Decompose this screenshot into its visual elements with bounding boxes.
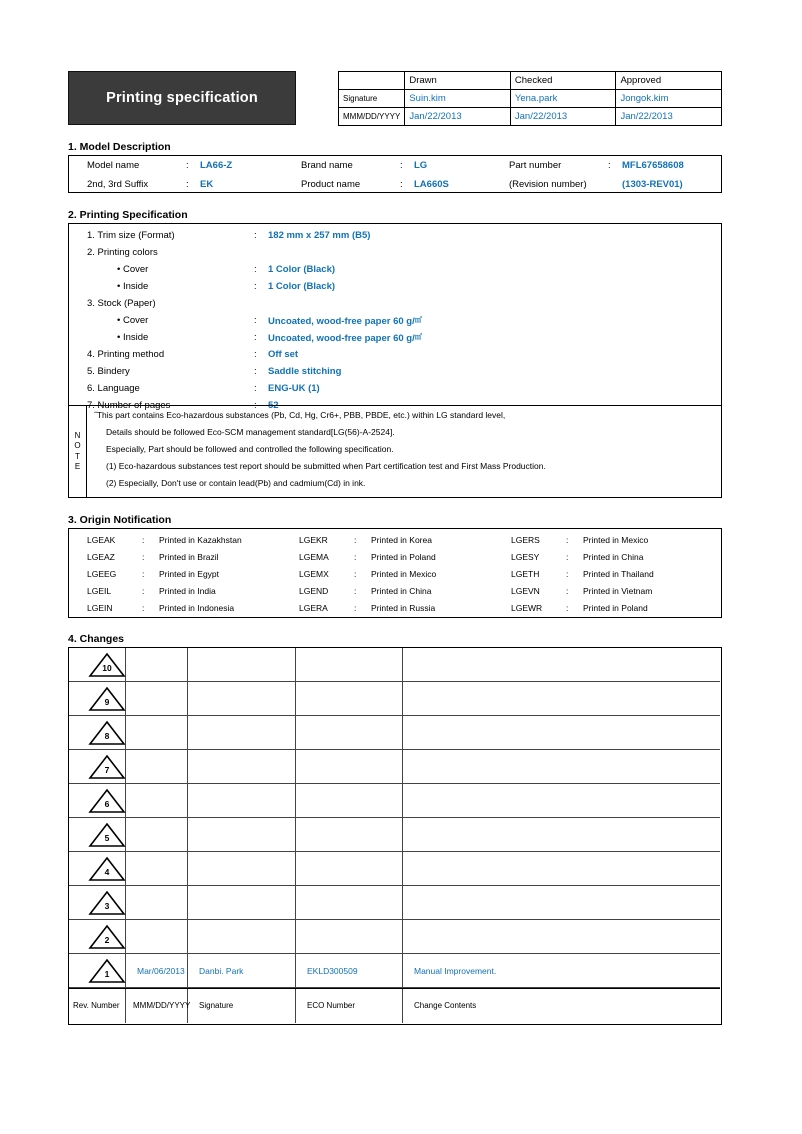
spec-row-value: Off set	[268, 349, 299, 360]
spec-row-colon: :	[254, 383, 257, 394]
approval-date-drawn: Jan/22/2013	[405, 108, 511, 126]
section-heading-model-description: 1. Model Description	[68, 141, 171, 153]
part-number-label: Part number	[509, 160, 562, 171]
revision-triangle-icon	[87, 856, 127, 882]
origin-code: LGERA	[299, 603, 328, 613]
origin-code: LGEKR	[299, 535, 328, 545]
spec-row-label: 4. Printing method	[87, 349, 165, 360]
spec-row-label: • Inside	[117, 281, 149, 292]
suffix-colon: :	[186, 179, 189, 190]
column-divider	[187, 648, 188, 682]
spec-row	[69, 380, 723, 397]
revision-number: 8	[104, 731, 110, 741]
column-divider	[402, 648, 403, 682]
suffix-value: EK	[200, 179, 214, 190]
origin-colon: :	[142, 603, 145, 613]
origin-country: Printed in Russia	[371, 603, 436, 613]
approval-date-checked: Jan/22/2013	[510, 108, 616, 126]
column-divider	[295, 920, 296, 954]
spec-row	[69, 346, 723, 363]
page-title: Printing specification	[106, 90, 258, 106]
note-line: Details should be followed Eco-SCM management standard[LG(56)-A-2524].	[106, 427, 395, 437]
origin-country: Printed in Kazakhstan	[159, 535, 242, 545]
spec-row-label: • Cover	[117, 264, 149, 275]
origin-code: LGEAK	[87, 535, 116, 545]
changes-table-row	[69, 648, 720, 682]
spec-row	[69, 363, 723, 380]
spec-row-value: ENG-UK (1)	[268, 383, 320, 394]
origin-colon: :	[142, 535, 145, 545]
column-divider	[295, 886, 296, 920]
spec-row	[69, 227, 723, 244]
column-divider	[295, 784, 296, 818]
column-divider	[187, 682, 188, 716]
section-heading-changes: 4. Changes	[68, 633, 125, 645]
column-divider	[125, 989, 126, 1023]
page-title-banner	[68, 71, 296, 125]
changes-table-row	[69, 716, 720, 750]
origin-code: LGEMA	[299, 552, 329, 562]
revision-number: 7	[104, 765, 110, 775]
origin-country: Printed in India	[159, 586, 216, 596]
column-divider	[295, 818, 296, 852]
model-name-value: LA66-Z	[200, 160, 233, 171]
spec-row-label: • Inside	[117, 332, 149, 343]
changes-header-eco-number: ECO Number	[307, 1001, 356, 1010]
origin-colon: :	[566, 552, 569, 562]
revision-number: 10	[102, 663, 112, 673]
column-divider	[295, 750, 296, 784]
product-name-colon: :	[400, 179, 403, 190]
spec-row-colon: :	[254, 281, 257, 292]
spec-row-colon: :	[254, 349, 257, 360]
changes-table-row	[69, 682, 720, 716]
spec-row-colon: :	[254, 332, 257, 343]
revision-number-label: (Revision number)	[509, 179, 587, 190]
spec-row-colon: :	[254, 315, 257, 326]
note-line: (1) Eco-hazardous substances test report should be submitted when Part certification test and First Mass Production.	[106, 461, 546, 471]
model-name-colon: :	[186, 160, 189, 171]
approval-table	[338, 71, 722, 126]
changes-signature: Danbi. Park	[199, 966, 244, 976]
origin-code: LGESY	[511, 552, 540, 562]
spec-row	[69, 244, 723, 261]
origin-colon: :	[354, 552, 357, 562]
column-divider	[295, 648, 296, 682]
changes-table-row	[69, 954, 720, 988]
origin-country: Printed in Korea	[371, 535, 432, 545]
origin-colon: :	[354, 535, 357, 545]
spec-row-value: Uncoated, wood-free paper 60 g/㎡	[268, 316, 422, 327]
changes-table-row	[69, 818, 720, 852]
spec-row	[69, 329, 723, 346]
origin-country: Printed in Egypt	[159, 569, 220, 579]
origin-country: Printed in China	[371, 586, 432, 596]
column-divider	[402, 784, 403, 818]
model-description-row-1	[69, 156, 723, 175]
spec-row-value: 182 mm x 257 mm (B5)	[268, 230, 371, 241]
spec-row	[69, 295, 723, 312]
spec-row-label: 3. Stock (Paper)	[87, 298, 156, 309]
spec-row-value: 52	[268, 400, 279, 411]
column-divider	[295, 989, 296, 1023]
spec-row-label: 2. Printing colors	[87, 247, 158, 258]
origin-colon: :	[566, 535, 569, 545]
origin-notification-table	[68, 528, 722, 618]
model-description-table	[68, 155, 722, 193]
product-name-value: LA660S	[414, 179, 449, 190]
approval-corner-cell	[339, 72, 405, 90]
approval-signature-checked: Yena.park	[510, 90, 616, 108]
spec-row-colon: :	[254, 400, 257, 411]
spec-row-value: 1 Color (Black)	[268, 264, 336, 275]
approval-date-approved: Jan/22/2013	[616, 108, 722, 126]
brand-name-label: Brand name	[301, 160, 353, 171]
changes-header-date: MMM/DD/YYYY	[133, 1001, 191, 1010]
changes-table-row	[69, 920, 720, 954]
spec-row	[69, 312, 723, 329]
printing-specification-table	[68, 223, 722, 411]
note-label	[69, 406, 87, 497]
changes-table-header-row	[69, 988, 720, 1022]
column-divider	[187, 954, 188, 988]
column-divider	[187, 852, 188, 886]
origin-country: Printed in Mexico	[583, 535, 649, 545]
spec-row-colon: :	[254, 366, 257, 377]
spec-row-label: 5. Bindery	[87, 366, 130, 377]
origin-country: Printed in Brazil	[159, 552, 219, 562]
changes-table-row	[69, 750, 720, 784]
approval-signature-approved: Jongok.kim	[616, 90, 722, 108]
spec-row-value: Saddle stitching	[268, 366, 342, 377]
spec-row	[69, 278, 723, 295]
changes-header-rev-number: Rev. Number	[73, 1001, 120, 1010]
suffix-label: 2nd, 3rd Suffix	[87, 179, 149, 190]
origin-row	[69, 583, 720, 600]
origin-code: LGEMX	[299, 569, 329, 579]
revision-number: 4	[104, 867, 110, 877]
approval-row-label-date: MMM/DD/YYYY	[339, 108, 405, 126]
origin-row	[69, 600, 720, 617]
changes-table-row	[69, 886, 720, 920]
spec-row-colon: :	[254, 230, 257, 241]
spec-row-value: 1 Color (Black)	[268, 281, 336, 292]
origin-country: Printed in Mexico	[371, 569, 437, 579]
spec-row-label: 1. Trim size (Format)	[87, 230, 175, 241]
column-divider	[295, 852, 296, 886]
column-divider	[402, 954, 403, 988]
origin-country: Printed in Vietnam	[583, 586, 653, 596]
changes-table	[68, 647, 722, 1025]
column-divider	[402, 989, 403, 1023]
revision-triangle-icon	[87, 958, 127, 984]
part-number-value: MFL67658608	[622, 160, 684, 171]
revision-triangle-icon	[87, 822, 127, 848]
column-divider	[187, 750, 188, 784]
column-divider	[402, 750, 403, 784]
note-letter-t: T	[75, 451, 80, 461]
origin-colon: :	[566, 569, 569, 579]
column-divider	[187, 920, 188, 954]
column-divider	[187, 716, 188, 750]
brand-name-value: LG	[414, 160, 428, 171]
note-letter-o: O	[74, 441, 81, 450]
revision-number: 9	[104, 697, 110, 707]
approval-col-checked: Checked	[510, 72, 616, 90]
origin-colon: :	[354, 569, 357, 579]
spec-row-label: 6. Language	[87, 383, 140, 394]
origin-code: LGEEG	[87, 569, 117, 579]
revision-triangle-icon	[87, 890, 127, 916]
revision-number: 6	[104, 799, 110, 809]
spec-row-colon: :	[254, 264, 257, 275]
note-body	[88, 406, 721, 497]
changes-date: Mar/06/2013	[137, 966, 185, 976]
column-divider	[402, 920, 403, 954]
origin-code: LGEND	[299, 586, 329, 596]
origin-code: LGERS	[511, 535, 540, 545]
origin-colon: :	[354, 603, 357, 613]
changes-contents: Manual Improvement.	[414, 966, 497, 976]
origin-country: Printed in Poland	[583, 603, 648, 613]
origin-row	[69, 532, 720, 549]
model-description-row-2	[69, 175, 723, 194]
approval-col-drawn: Drawn	[405, 72, 511, 90]
origin-code: LGEWR	[511, 603, 543, 613]
revision-triangle-icon	[87, 686, 127, 712]
note-line: (2) Especially, Don't use or contain lead(Pb) and cadmium(Cd) in ink.	[106, 478, 366, 488]
note-block	[68, 405, 722, 498]
spec-row-value-unit: ㎡	[414, 317, 422, 324]
brand-name-colon: :	[400, 160, 403, 171]
changes-eco-number: EKLD300509	[307, 966, 358, 976]
spec-row-label: • Cover	[117, 315, 149, 326]
column-divider	[402, 716, 403, 750]
origin-row	[69, 566, 720, 583]
note-line: Especially, Part should be followed and controlled the following specification.	[106, 444, 394, 454]
note-letter-e: E	[74, 462, 81, 471]
origin-colon: :	[142, 586, 145, 596]
column-divider	[295, 682, 296, 716]
revision-triangle-icon	[87, 924, 127, 950]
column-divider	[402, 852, 403, 886]
origin-code: LGETH	[511, 569, 540, 579]
section-heading-printing-specification: 2. Printing Specification	[68, 209, 188, 221]
column-divider	[187, 818, 188, 852]
part-number-colon: :	[608, 160, 611, 171]
column-divider	[187, 886, 188, 920]
origin-code: LGEVN	[511, 586, 540, 596]
revision-triangle-icon	[87, 652, 127, 678]
approval-signature-row	[339, 90, 722, 108]
origin-colon: :	[566, 586, 569, 596]
origin-country: Printed in Thailand	[583, 569, 654, 579]
revision-number: 1	[104, 969, 110, 979]
origin-colon: :	[354, 586, 357, 596]
origin-colon: :	[142, 552, 145, 562]
product-name-label: Product name	[301, 179, 361, 190]
column-divider	[295, 954, 296, 988]
column-divider	[402, 818, 403, 852]
approval-row-label-signature: Signature	[339, 90, 405, 108]
revision-number: 2	[104, 935, 110, 945]
origin-colon: :	[566, 603, 569, 613]
revision-number: 3	[104, 901, 110, 911]
spec-row-label: 7. Number of pages	[87, 400, 171, 411]
origin-country: Printed in Indonesia	[159, 603, 235, 613]
section-heading-origin-notification: 3. Origin Notification	[68, 514, 172, 526]
changes-header-change-contents: Change Contents	[414, 1001, 477, 1010]
origin-row	[69, 549, 720, 566]
origin-code: LGEIN	[87, 603, 113, 613]
column-divider	[187, 784, 188, 818]
column-divider	[402, 682, 403, 716]
column-divider	[295, 716, 296, 750]
revision-number: 5	[104, 833, 110, 843]
origin-country: Printed in Poland	[371, 552, 436, 562]
approval-header-row	[339, 72, 722, 90]
approval-col-approved: Approved	[616, 72, 722, 90]
changes-header-signature: Signature	[199, 1001, 234, 1010]
changes-table-row	[69, 784, 720, 818]
spec-row	[69, 261, 723, 278]
revision-triangle-icon	[87, 720, 127, 746]
spec-row-value-unit: ㎡	[414, 334, 422, 341]
origin-code: LGEAZ	[87, 552, 115, 562]
note-letter-n: N	[74, 430, 81, 440]
changes-table-row	[69, 852, 720, 886]
model-name-label: Model name	[87, 160, 140, 171]
revision-triangle-icon	[87, 754, 127, 780]
note-line: ˝This part contains Eco-hazardous substances (Pb, Cd, Hg, Cr6+, PBB, PBDE, etc.) within LG standard level,	[94, 410, 506, 420]
spec-row-value: Uncoated, wood-free paper 60 g/㎡	[268, 333, 422, 344]
column-divider	[402, 886, 403, 920]
origin-colon: :	[142, 569, 145, 579]
revision-number-value: (1303-REV01)	[622, 179, 683, 190]
origin-country: Printed in China	[583, 552, 644, 562]
approval-signature-drawn: Suin.kim	[405, 90, 511, 108]
document-header	[68, 71, 722, 127]
approval-date-row	[339, 108, 722, 126]
revision-triangle-icon	[87, 788, 127, 814]
origin-code: LGEIL	[87, 586, 112, 596]
